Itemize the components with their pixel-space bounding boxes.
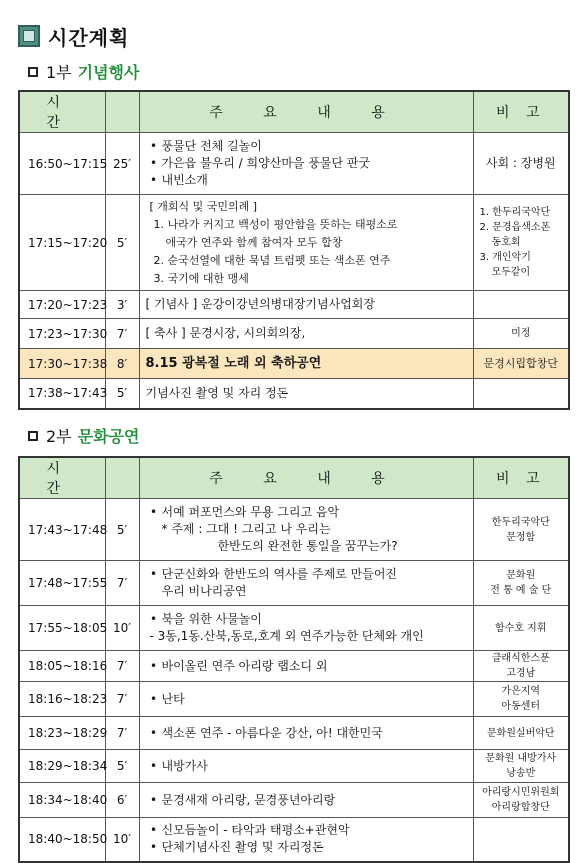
note-line: 문화원 내방가사 (485, 753, 557, 764)
row-content (139, 606, 473, 651)
row-duration: 5′ (105, 750, 139, 783)
row-duration: 25′ (105, 133, 139, 195)
row-content: 8.15 광복절 노래 외 축하공연 (139, 349, 473, 379)
table-row (19, 195, 569, 291)
row-time: 18:23~18:29 (19, 717, 105, 750)
note-line: 아리랑시민위원회 (482, 787, 560, 798)
note-line: 클래식한스푼 (491, 653, 550, 664)
header-content: 주 요 내 용 (139, 91, 473, 133)
row-note (473, 379, 569, 409)
row-time: 17:15~17:20 (19, 195, 105, 291)
row-content (139, 818, 473, 862)
section-heading-part2 (28, 424, 139, 447)
content-line: • 색소폰 연주 - 아름다운 강산, 아! 대한민국 (146, 725, 467, 742)
header-duration (105, 457, 139, 499)
header-time: 시 간 (19, 91, 105, 133)
row-note (473, 682, 569, 717)
header-duration (105, 91, 139, 133)
content-line: 한반도의 완전한 통일을 꿈꾸는가? (217, 539, 398, 553)
note-line: 모두같이 (491, 267, 531, 278)
row-time: 18:16~18:23 (19, 682, 105, 717)
row-note (473, 291, 569, 319)
row-content (139, 133, 473, 195)
table-row (19, 682, 569, 717)
content-line: 우리 비나리공연 (161, 584, 247, 598)
content-line: • 바이올린 연주 아리랑 랩소디 외 (146, 658, 467, 675)
row-note (473, 783, 569, 818)
note-line: 함수호 지휘 (495, 622, 547, 634)
row-note (473, 651, 569, 682)
content-line: 3. 국기에 대한 맹세 (153, 271, 249, 285)
note-line: 문화원실버악단 (486, 727, 555, 739)
row-note (473, 818, 569, 862)
section-number: 2부 (46, 427, 72, 446)
section-name: 문화공연 (77, 427, 140, 446)
note-line: 고경남 (506, 668, 536, 679)
content-heading: [ 개회식 및 국민의례 ] (149, 199, 258, 213)
content-line: • 단군신화와 한반도의 역사를 주제로 만들어진 (146, 566, 467, 583)
row-content: [ 축사 ] 문경시장, 시의회의장, (139, 319, 473, 349)
row-duration: 3′ (105, 291, 139, 319)
row-duration: 6′ (105, 783, 139, 818)
row-note (473, 750, 569, 783)
row-note (473, 717, 569, 750)
row-time: 18:29~18:34 (19, 750, 105, 783)
section-number: 1부 (46, 63, 72, 82)
content-line: • 단체기념사진 촬영 및 자리정돈 (146, 839, 467, 856)
row-content: 기념사진 촬영 및 자리 정돈 (139, 379, 473, 409)
note-line: 문정함 (506, 531, 536, 543)
row-time: 18:05~18:16 (19, 651, 105, 682)
table-row (19, 319, 569, 349)
page-title (18, 22, 129, 50)
content-line: • 난타 (146, 691, 467, 708)
table-row (19, 133, 569, 195)
row-note (473, 561, 569, 606)
square-bullet-icon (28, 431, 38, 441)
note-line: 1. 한두리국악단 (479, 207, 551, 218)
row-time: 18:40~18:50 (19, 818, 105, 862)
row-content: [ 기념사 ] 운강이강년의병대장기념사업회장 (139, 291, 473, 319)
table-row (19, 750, 569, 783)
note-line: 3. 개인악기 (479, 252, 531, 263)
row-time: 17:30~17:38 (19, 349, 105, 379)
content-line: • 서예 퍼포먼스와 무용 그리고 음악 (146, 504, 467, 521)
content-line: • 내방가사 (146, 758, 467, 775)
row-content (139, 717, 473, 750)
content-line: • 내빈소개 (146, 172, 467, 189)
content-line: - 3동,1동.산북,동로,호계 외 연주가능한 단체와 개인 (149, 629, 424, 643)
row-time: 16:50~17:15 (19, 133, 105, 195)
schedule-table-part2 (18, 456, 570, 863)
table-row (19, 783, 569, 818)
header-note: 비 고 (473, 91, 569, 133)
table-row (19, 651, 569, 682)
content-line: • 문경새재 아리랑, 문경풍년아리랑 (146, 792, 467, 809)
table-row-highlight (19, 349, 569, 379)
note-line: 문화원 (506, 570, 536, 581)
square-bullet-icon (28, 67, 38, 77)
table-row (19, 379, 569, 409)
content-line: • 풍물단 전체 길놀이 (146, 138, 467, 155)
table-header-row (19, 457, 569, 499)
row-duration: 5′ (105, 499, 139, 561)
row-duration: 7′ (105, 717, 139, 750)
row-content (139, 783, 473, 818)
note-line: 아동센터 (501, 701, 541, 712)
title-square-icon (18, 25, 40, 47)
content-line: • 북을 위한 사물놀이 (146, 611, 467, 628)
note-line: 낭송반 (506, 768, 536, 779)
table-row (19, 499, 569, 561)
note-line: 전 통 예 술 단 (490, 585, 552, 596)
row-content (139, 750, 473, 783)
section-heading-part1 (28, 60, 139, 83)
content-line: * 주제 : 그대 ! 그리고 나 우리는 (161, 522, 331, 536)
content-line: • 가은읍 불우리 / 희양산마을 풍물단 판굿 (146, 155, 467, 172)
content-line: 애국가 연주와 함께 참여자 모두 합창 (165, 235, 343, 249)
row-duration: 7′ (105, 561, 139, 606)
note-line: 한두리국악단 (491, 516, 550, 528)
section-name: 기념행사 (77, 63, 140, 82)
row-time: 17:43~17:48 (19, 499, 105, 561)
row-note (473, 606, 569, 651)
row-duration: 7′ (105, 682, 139, 717)
row-note: 미정 (473, 319, 569, 349)
row-note: 문경시립합창단 (473, 349, 569, 379)
row-duration: 5′ (105, 379, 139, 409)
table-row (19, 291, 569, 319)
note-line: 2. 문경읍색소폰 (479, 222, 551, 233)
row-note (473, 499, 569, 561)
note-line: 가은지역 (501, 686, 541, 697)
row-time: 17:38~17:43 (19, 379, 105, 409)
table-row (19, 818, 569, 862)
row-content (139, 195, 473, 291)
row-duration: 10′ (105, 606, 139, 651)
table-row (19, 717, 569, 750)
row-time: 17:55~18:05 (19, 606, 105, 651)
row-time: 17:23~17:30 (19, 319, 105, 349)
content-line: 2. 순국선열에 대한 묵념 트럼펫 또는 색소폰 연주 (153, 253, 391, 267)
row-time: 17:48~17:55 (19, 561, 105, 606)
table-row (19, 561, 569, 606)
row-duration: 8′ (105, 349, 139, 379)
row-time: 17:20~17:23 (19, 291, 105, 319)
page-title-text: 시간계획 (48, 25, 130, 50)
header-content: 주 요 내 용 (139, 457, 473, 499)
table-header-row (19, 91, 569, 133)
content-line: • 신모듬놀이 - 타악과 태평소+관현악 (146, 822, 467, 839)
table-row (19, 606, 569, 651)
row-time: 18:34~18:40 (19, 783, 105, 818)
row-duration: 10′ (105, 818, 139, 862)
row-duration: 7′ (105, 319, 139, 349)
row-content (139, 651, 473, 682)
row-content (139, 561, 473, 606)
row-content (139, 499, 473, 561)
row-note: 사회 : 장병원 (473, 133, 569, 195)
row-duration: 7′ (105, 651, 139, 682)
header-time: 시 간 (19, 457, 105, 499)
note-line: 아리랑합창단 (491, 802, 550, 813)
schedule-table-part1 (18, 90, 570, 410)
content-line: 1. 나라가 커지고 백성이 평안함을 뜻하는 태평소로 (153, 217, 398, 231)
row-duration: 5′ (105, 195, 139, 291)
note-line: 동호회 (491, 237, 521, 248)
row-content (139, 682, 473, 717)
row-note (473, 195, 569, 291)
header-note: 비 고 (473, 457, 569, 499)
